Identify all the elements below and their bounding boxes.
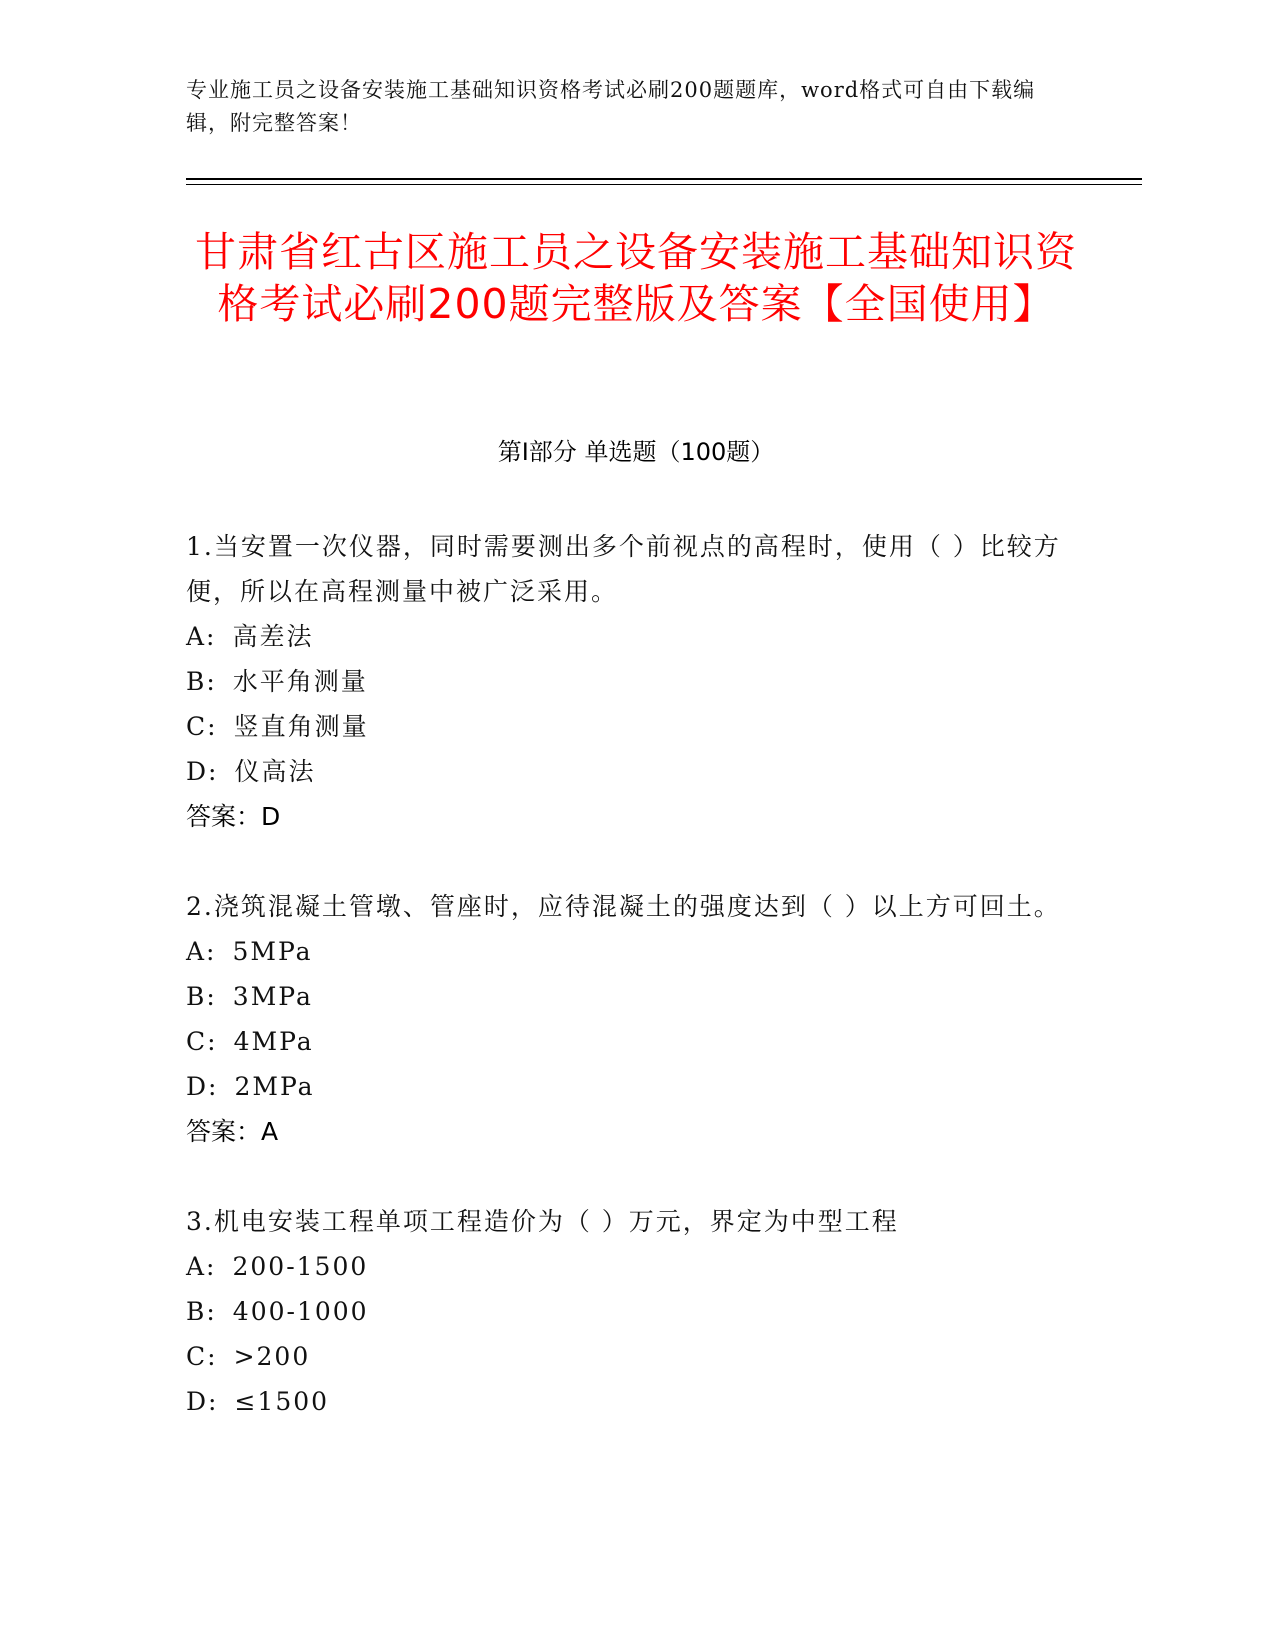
option-text: 3MPa <box>232 982 313 1011</box>
option-text: 5MPa <box>232 937 313 966</box>
option-text: 水平角测量 <box>232 667 368 696</box>
option-letter: A: <box>186 937 217 966</box>
option-text: 仪高法 <box>234 757 316 786</box>
option-letter: B: <box>186 667 217 696</box>
question-3 <box>186 1199 1066 1424</box>
option-c <box>186 704 1066 749</box>
option-d <box>186 1379 1066 1424</box>
answer: 答案：A <box>186 1117 279 1146</box>
header-note: 专业施工员之设备安装施工基础知识资格考试必刷200题题库，word格式可自由下载编辑，附完整答案！ <box>186 78 1036 135</box>
option-text: 400-1000 <box>232 1297 369 1326</box>
option-b <box>186 659 1066 704</box>
option-text: ≤1500 <box>234 1387 330 1416</box>
question-list <box>186 524 1066 1469</box>
option-letter: A: <box>186 622 217 651</box>
option-a <box>186 929 1066 974</box>
question-stem: 2.浇筑混凝土管墩、管座时，应待混凝土的强度达到（ ）以上方可回土。 <box>186 892 1061 921</box>
question-2 <box>186 884 1066 1154</box>
option-c <box>186 1334 1066 1379</box>
option-letter: D: <box>186 1387 219 1416</box>
option-text: 竖直角测量 <box>233 712 369 741</box>
option-a <box>186 614 1066 659</box>
option-b <box>186 974 1066 1019</box>
option-letter: B: <box>186 1297 217 1326</box>
option-a <box>186 1244 1066 1289</box>
option-letter: D: <box>186 1072 219 1101</box>
option-d <box>186 1064 1066 1109</box>
option-letter: C: <box>186 1027 218 1056</box>
section-title: 第I部分 单选题（100题） <box>497 438 775 466</box>
option-c <box>186 1019 1066 1064</box>
option-text: 4MPa <box>233 1027 314 1056</box>
header-rule-thick <box>186 178 1142 180</box>
question-1 <box>186 524 1066 839</box>
option-d <box>186 749 1066 794</box>
header-rule-thin <box>186 184 1142 185</box>
option-text: >200 <box>233 1342 311 1371</box>
answer: 答案：D <box>186 802 281 831</box>
option-b <box>186 1289 1066 1334</box>
option-letter: D: <box>186 757 219 786</box>
document-title: 甘肃省红古区施工员之设备安装施工基础知识资格考试必刷200题完整版及答案【全国使用】 <box>195 228 1077 328</box>
option-letter: A: <box>186 1252 217 1281</box>
option-text: 2MPa <box>234 1072 315 1101</box>
question-stem: 1.当安置一次仪器，同时需要测出多个前视点的高程时，使用（ ）比较方便，所以在高程测量中被广泛采用。 <box>186 532 1061 606</box>
option-letter: B: <box>186 982 217 1011</box>
option-text: 200-1500 <box>232 1252 369 1281</box>
option-letter: C: <box>186 1342 218 1371</box>
option-letter: C: <box>186 712 218 741</box>
question-stem: 3.机电安装工程单项工程造价为（ ）万元，界定为中型工程 <box>186 1207 899 1236</box>
option-text: 高差法 <box>232 622 314 651</box>
